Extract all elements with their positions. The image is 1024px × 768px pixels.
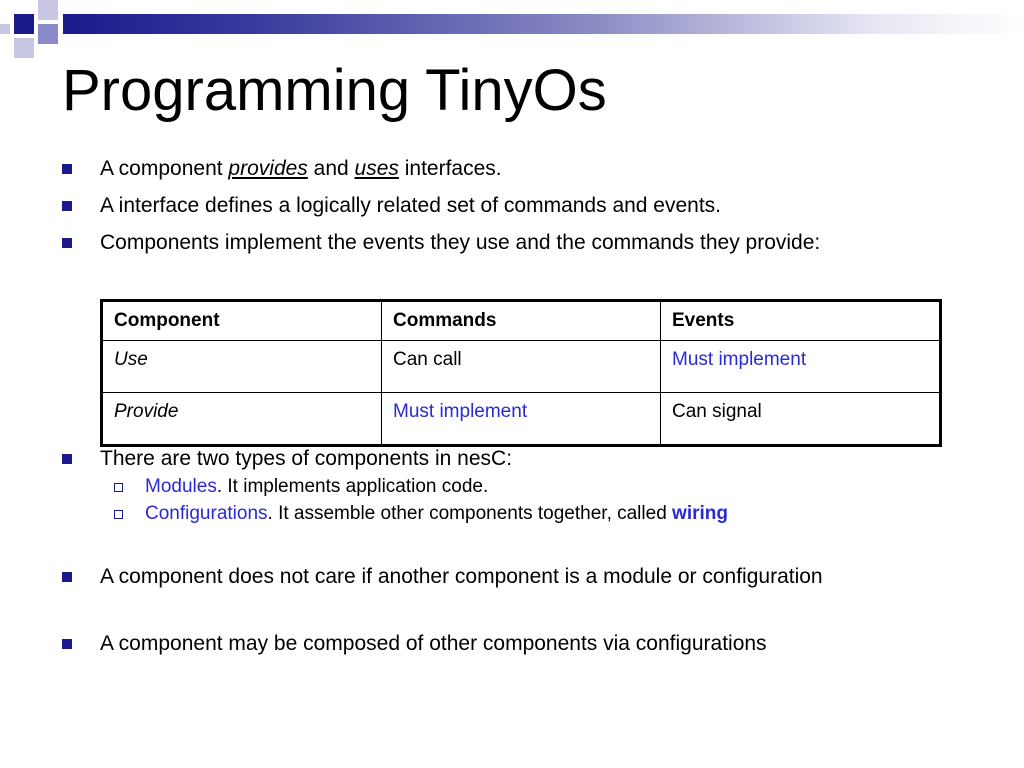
table-cell: Can call xyxy=(382,341,661,393)
table-cell: Must implement xyxy=(661,341,940,393)
header-square-2 xyxy=(38,0,58,20)
bullet-square-icon xyxy=(62,572,72,582)
bullet-provides-uses: A component provides and uses interfaces. xyxy=(62,154,942,184)
bullet-square-icon xyxy=(62,201,72,211)
header-gradient-bar xyxy=(63,14,1024,34)
bullet-composed: A component may be composed of other components via configurations xyxy=(62,629,942,659)
table-header-row xyxy=(103,302,940,341)
table-row xyxy=(103,341,940,393)
table-cell: Can signal xyxy=(661,393,940,445)
bullet-interface-definition: A interface defines a logically related set of commands and events. xyxy=(62,191,942,221)
hollow-square-bullet-icon xyxy=(114,483,123,492)
bullet-square-icon xyxy=(62,164,72,174)
bullet-square-icon xyxy=(62,454,72,464)
table-cell: Use xyxy=(103,341,382,393)
bullet-square-icon xyxy=(62,639,72,649)
bullet-square-icon xyxy=(62,238,72,248)
header-square-4 xyxy=(14,38,34,58)
header-square-5 xyxy=(0,24,10,34)
table-header-cell: Component xyxy=(103,302,382,341)
table-row xyxy=(103,393,940,445)
table-header-cell: Commands xyxy=(382,302,661,341)
sub-bullet-modules: Modules. It implements application code. xyxy=(114,474,914,500)
bullet-does-not-care: A component does not care if another component is a module or configuration xyxy=(62,562,942,622)
bullet-two-types: There are two types of components in nesC: xyxy=(62,444,942,474)
slide-title: Programming TinyOs xyxy=(62,58,607,123)
table-cell: Provide xyxy=(103,393,382,445)
header-square-1 xyxy=(14,14,34,34)
component-interface-table xyxy=(102,301,940,445)
hollow-square-bullet-icon xyxy=(114,510,123,519)
bullet-components-implement: Components implement the events they use and the commands they provide: xyxy=(62,228,942,288)
header-square-3 xyxy=(38,24,58,44)
table-header-cell: Events xyxy=(661,302,940,341)
table-cell: Must implement xyxy=(382,393,661,445)
sub-bullet-configurations: Configurations. It assemble other components together, called wiring xyxy=(114,501,914,527)
